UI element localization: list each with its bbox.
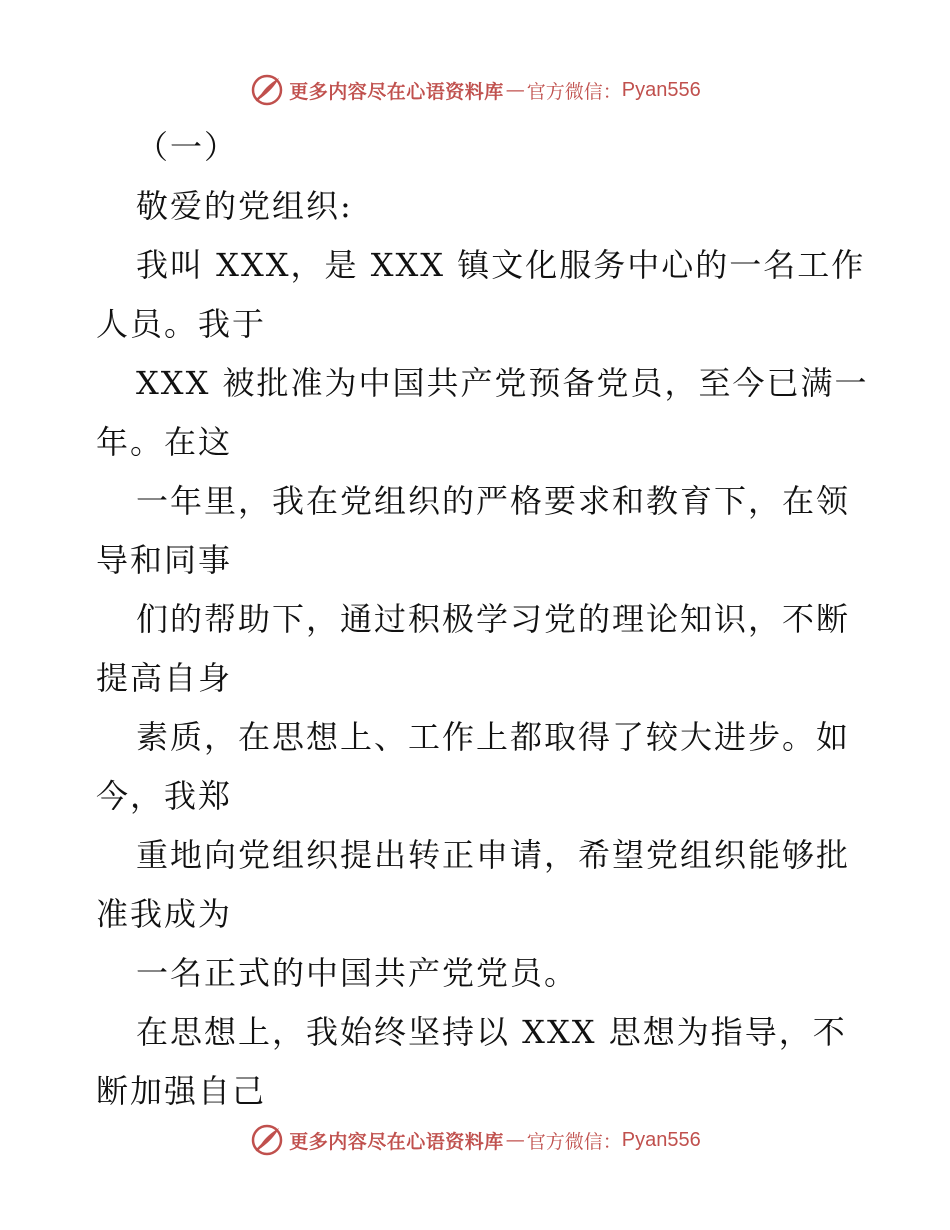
watermark-slogan: 更多内容尽在心语资料库 [289, 80, 504, 103]
watermark-dash: — [505, 79, 525, 101]
document-line: 人员。我于 [96, 305, 267, 343]
document-line: 提高自身 [96, 659, 233, 697]
document-line: 我叫 XXX，是 XXX 镇文化服务中心的一名工作 [136, 246, 866, 284]
document-line: 在思想上，我始终坚持以 XXX 思想为指导，不 [136, 1013, 847, 1051]
document-line: 敬爱的党组织: [136, 187, 353, 225]
document-line: 们的帮助下，通过积极学习党的理论知识，不断 [136, 600, 851, 638]
watermark-account: Pyan556 [621, 1128, 701, 1151]
document-line: （一） [136, 128, 239, 166]
document-line: 素质，在思想上、工作上都取得了较大进步。如 [136, 718, 851, 756]
document-line: 准我成为 [96, 895, 233, 933]
document-line: 一名正式的中国共产党党员。 [136, 954, 579, 992]
watermark-wechat-label: 官方微信： [526, 80, 622, 103]
watermark-dash: — [505, 1129, 525, 1151]
document-line: 断加强自己 [96, 1072, 267, 1110]
feather-quill-logo-icon [249, 72, 285, 108]
header-watermark [0, 70, 950, 110]
document-line: 导和同事 [96, 541, 233, 579]
footer-watermark [0, 1120, 950, 1160]
document-line: 重地向党组织提出转正申请，希望党组织能够批 [136, 836, 851, 874]
document-line: 今，我郑 [96, 777, 233, 815]
watermark-slogan: 更多内容尽在心语资料库 [289, 1130, 504, 1153]
document-body [96, 118, 869, 1121]
document-line: 年。在这 [96, 423, 233, 461]
document-line: XXX 被批准为中国共产党预备党员，至今已满一 [136, 364, 869, 402]
document-line: 一年里，我在党组织的严格要求和教育下，在领 [136, 482, 851, 520]
feather-quill-logo-icon [249, 1122, 285, 1158]
watermark-wechat-label: 官方微信： [526, 1130, 622, 1153]
watermark-account: Pyan556 [621, 78, 701, 101]
